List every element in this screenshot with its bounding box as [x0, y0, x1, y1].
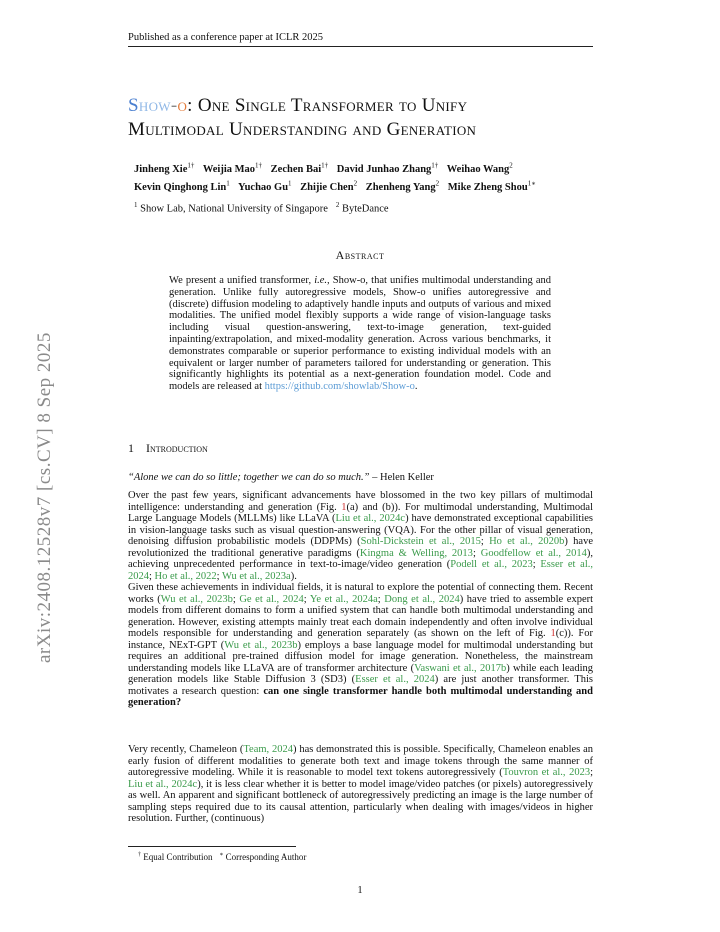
research-question: can one single transformer handle both multimodal understanding and generation?	[128, 685, 593, 708]
epigraph: “Alone we can do so little; together we can do so much.” – Helen Keller	[128, 472, 434, 483]
author: Jinheng Xie$^{1\dagger}$	[134, 161, 195, 175]
citation[interactable]: Liu et al., 2024c	[335, 513, 406, 524]
affiliation-1: Show Lab, National University of Singapore	[140, 203, 328, 215]
citation[interactable]: Esser et al., 2024	[355, 674, 435, 685]
brand-o: o	[177, 95, 188, 116]
citation[interactable]: Dong et al., 2024	[384, 593, 460, 605]
citation[interactable]: Wu et al., 2023b	[224, 639, 298, 651]
author: Weijia Mao$^{1\dagger}$	[202, 161, 263, 175]
citation[interactable]: Touvron et al., 2023	[502, 767, 591, 778]
citation[interactable]: Kingma & Welling, 2013	[359, 547, 473, 559]
arxiv-stamp: arXiv:2408.12528v7 [cs.CV] 8 Sep 2025	[34, 332, 55, 663]
abstract-body: We present a unified transformer, i.e., Show-o, that unifies multimodal understanding and generation. Unlike fully autoregressive models, Show-o unifies autoregressive and (discrete) diffusion modeling to adaptively handle inputs and outputs of various and mixed modalities. The unified model flexibly supports a wide range of vision-language tasks including visual question-answering, text-to-image generation, text-guided inpainting/extrapolation, and mixed-modality generation. Across various benchmarks, it demonstrates comparable or superior performance to existing individual models with an equivalent or larger number of parameters tailored for understanding or generation. This significantly highlights its potential as a next-generation foundation model. Code and models are released at https://github.com/showlab/Show-o.	[169, 275, 551, 393]
fig-link[interactable]: 1	[341, 501, 347, 513]
citation[interactable]: Sohl-Dickstein et al., 2015	[360, 536, 481, 547]
abstract-heading: Abstract	[335, 248, 385, 262]
intro-paragraph-2: Given these achievements in individual fields, it is natural to explore the potential of connecting them. Recent works (Wu et al., 2023b; Ge et al., 2024; Ye et al., 2024a; Dong et al., 2024) have tried to assemble expert models from different domains to form a unified system that can handle both multimodal understanding and generation. However, existing attempts mainly treat each domain independently and often involve individual models responsible for understanding and generation separately (as shown on the left of Fig. 1(c)). For instance, NExT-GPT (Wu et al., 2023b) employs a base language model for multimodal understanding but requires an additional pre-trained diffusion model for image generation. Nonetheless, the mainstream understanding models like LLaVA are of transformer architecture (Vaswani et al., 2017b) while each leading generation models like Stable Diffusion 3 (SD3) (Esser et al., 2024) are just another transformer. This motivates a research question: can one single transformer handle both multimodal understanding and generation?	[128, 582, 594, 708]
author: Yuchao Gu$^1$	[237, 179, 292, 193]
section-number: 1	[128, 441, 134, 455]
brand-how: how	[138, 95, 171, 116]
citation[interactable]: Goodfellow et al., 2014	[480, 547, 587, 559]
section-heading	[128, 441, 208, 456]
author: Weihao Wang$^2$	[446, 161, 513, 175]
author: Zechen Bai$^{1\dagger}$	[270, 161, 329, 175]
citation[interactable]: Esser et al., 2024	[128, 559, 593, 582]
citation[interactable]: Ge et al., 2024	[239, 593, 304, 605]
author-list	[134, 158, 604, 195]
brand-s: S	[128, 95, 139, 116]
brand-dash: -	[170, 95, 178, 116]
citation[interactable]: Wu et al., 2023b	[160, 593, 233, 605]
citation[interactable]: Team, 2024	[243, 744, 293, 755]
brand-colon: :	[187, 95, 193, 116]
citation[interactable]: Wu et al., 2023a	[222, 570, 291, 582]
page-number: 1	[357, 885, 363, 896]
section-title: Introduction	[146, 441, 208, 455]
intro-paragraph-3: Very recently, Chameleon (Team, 2024) has demonstrated this is possible. Specifically, Chameleon enables an early fusion of different modalities to generate both text and image tokens through the same manner of autoregressive modeling. While it is reasonable to model text tokens autoregressively (Touvron et al., 2023; Liu et al., 2024c), it is less clear whether it is better to model image/video patches (or pixels) autoregressively as well. An apparent and significant bottleneck of autoregressively predicting an image is the large number of sampling steps required due to its causal attention, particularly when dealing with images/videos in higher resolution. Further, (continuous)	[128, 744, 593, 824]
author: Zhenheng Yang$^2$	[365, 179, 440, 193]
citation[interactable]: Ye et al., 2024a	[309, 593, 378, 605]
author: Kevin Qinghong Lin$^1$	[134, 179, 230, 193]
affiliation-2: ByteDance	[341, 203, 389, 215]
citation[interactable]: Vaswani et al., 2017b	[414, 662, 507, 674]
intro-paragraph-1: Over the past few years, significant advancements have blossomed in the two key pillars of multimodal intelligence: understanding and generation (Fig. 1(a) and (b)). For multimodal understanding, Multimodal Large Language Models (MLLMs) like LLaVA (Liu et al., 2024c) have demonstrated exceptional capabilities in vision-language tasks such as visual question-answering (VQA). For the other pillar of visual generation, denoising diffusion probabilistic models (DDPMs) (Sohl-Dickstein et al., 2015; Ho et al., 2020b) have revolutionized the traditional generative paradigms (Kingma & Welling, 2013; Goodfellow et al., 2014), achieving unprecedented performance in text-to-image/video generation (Podell et al., 2023; Esser et al., 2024; Ho et al., 2022; Wu et al., 2023a).	[128, 490, 594, 582]
author: Mike Zheng Shou$^{1∗}$	[447, 179, 536, 193]
code-link[interactable]: https://github.com/showlab/Show-o	[264, 381, 415, 393]
citation[interactable]: Ho et al., 2020b	[489, 536, 565, 547]
author: Zhijie Chen$^2$	[300, 179, 358, 193]
citation[interactable]: Podell et al., 2023	[450, 559, 533, 570]
running-header: Published as a conference paper at ICLR 2025	[128, 32, 593, 47]
citation[interactable]: Ho et al., 2022	[154, 570, 217, 582]
citation[interactable]: Liu et al., 2024c	[128, 778, 198, 790]
affiliations: $^1$ Show Lab, National University of Singapore $^2$ ByteDance	[134, 201, 389, 215]
footnote-rule	[128, 846, 296, 847]
fig-link[interactable]: 1	[550, 628, 556, 639]
author: David Junhao Zhang$^{1\dagger}$	[336, 161, 439, 175]
footnote: † Equal Contribution ∗ Corresponding Author	[138, 852, 307, 862]
title-line-1	[128, 95, 467, 116]
title-rest: One Single Transformer to Unify	[192, 95, 468, 116]
paper-title	[128, 94, 608, 142]
title-line-2: Multimodal Understanding and Generation	[128, 119, 477, 140]
